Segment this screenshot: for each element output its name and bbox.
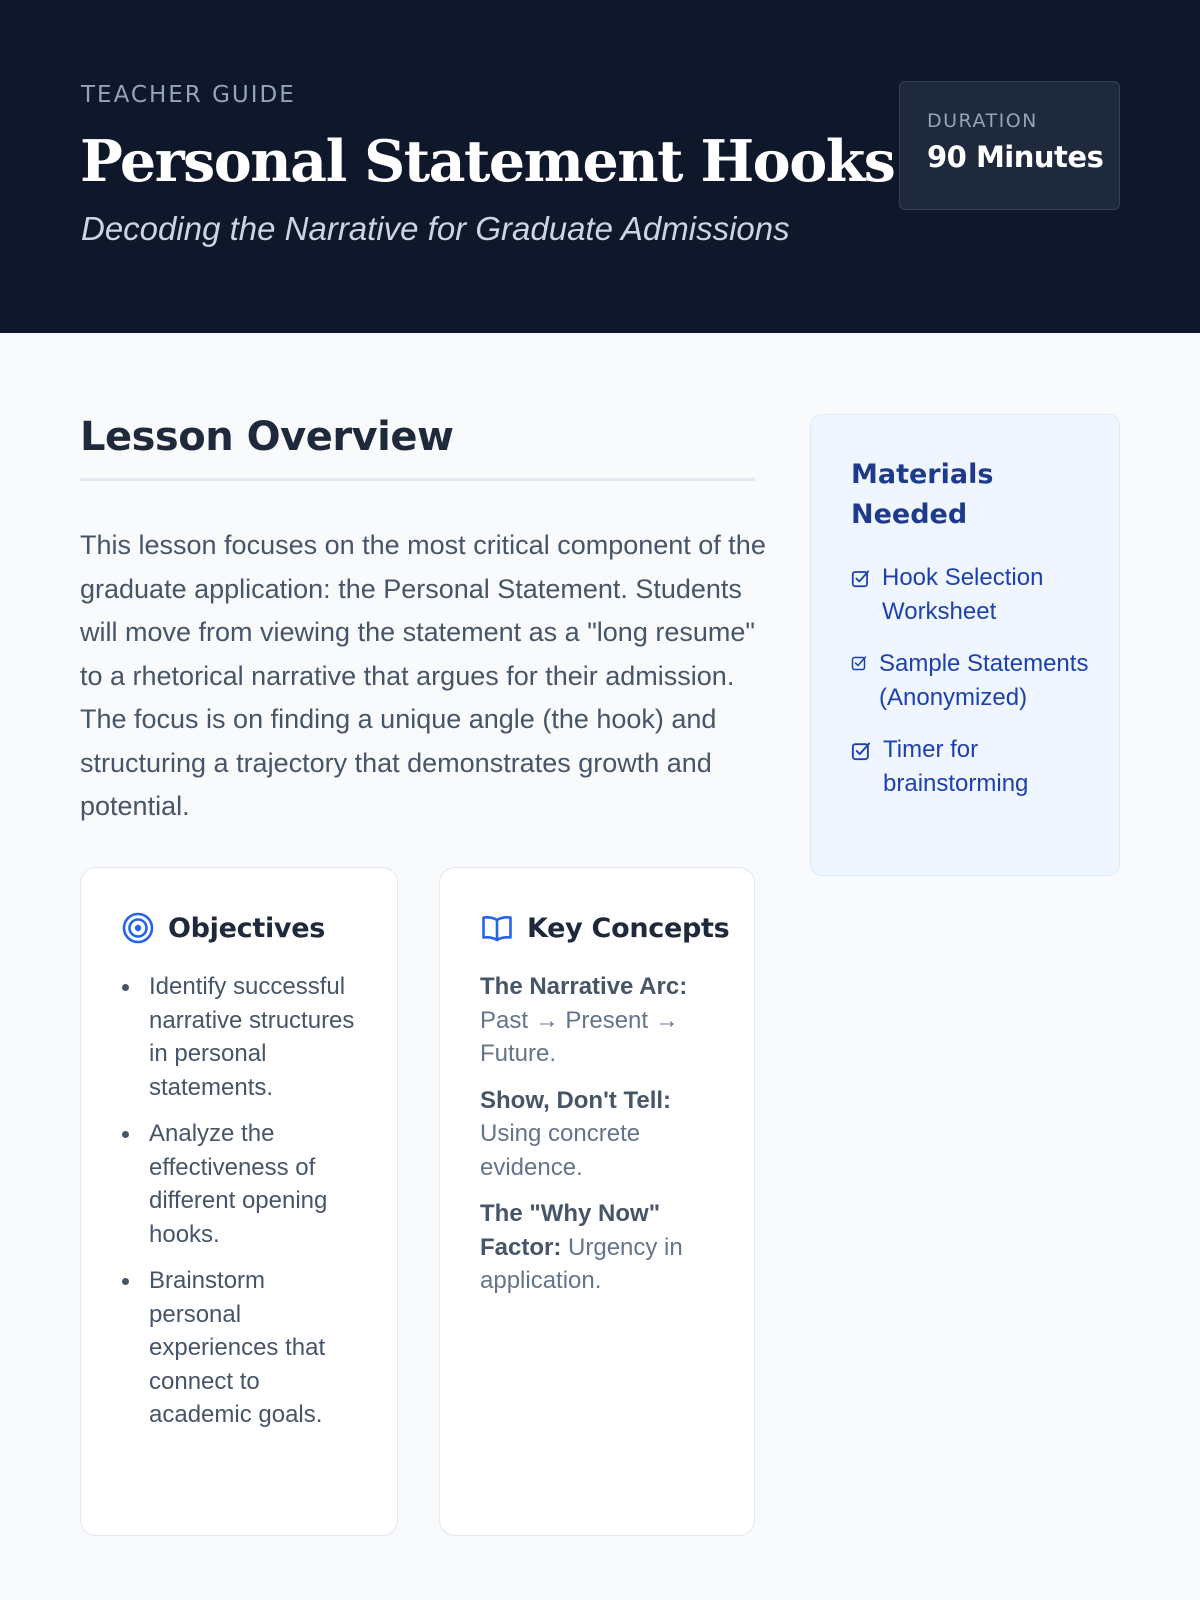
objectives-title: Objectives bbox=[168, 912, 325, 944]
objective-item: Brainstorm personal experiences that connect to academic goals. bbox=[121, 1264, 361, 1432]
lesson-overview-text: This lesson focuses on the most critical component of the graduate application: the Personal Statement. Students will move from viewing the statement as a "long resume" to a rhetorical narrative that argues for their admission. The focus is on finding a unique angle (the hook) and structuring a trajectory that demonstrates growth and potential. bbox=[80, 530, 766, 821]
checkbox-icon bbox=[851, 741, 871, 761]
checkbox-icon bbox=[851, 655, 867, 671]
key-concepts-card bbox=[439, 867, 755, 1536]
material-item bbox=[851, 733, 1091, 800]
concept-description: Using concrete evidence. bbox=[480, 1120, 641, 1181]
objective-item: Identify successful narrative structures in personal statements. bbox=[121, 970, 361, 1104]
objectives-list bbox=[121, 970, 361, 1445]
material-label: Sample Statements (Anonymized) bbox=[879, 650, 1089, 711]
materials-list bbox=[851, 561, 1091, 819]
material-item bbox=[851, 647, 1091, 714]
material-label: Hook Selection Worksheet bbox=[882, 564, 1044, 625]
duration-label: DURATION bbox=[927, 110, 1038, 132]
objectives-card bbox=[80, 867, 398, 1536]
objective-item: Analyze the effectiveness of different opening hooks. bbox=[121, 1117, 361, 1251]
material-item bbox=[851, 561, 1091, 628]
guide-type-label: TEACHER GUIDE bbox=[81, 82, 296, 108]
concept-description: Urgency in application. bbox=[480, 1233, 683, 1294]
materials-panel bbox=[810, 414, 1120, 876]
duration-value: 90 Minutes bbox=[927, 140, 1104, 174]
page-header bbox=[0, 0, 1200, 333]
materials-title: Materials Needed bbox=[851, 459, 994, 530]
key-concepts-list bbox=[480, 970, 730, 1311]
duration-badge bbox=[899, 81, 1120, 210]
key-concepts-header bbox=[481, 912, 729, 944]
book-open-icon bbox=[481, 912, 513, 944]
lesson-overview-heading: Lesson Overview bbox=[80, 414, 454, 460]
checkbox-icon bbox=[851, 569, 870, 588]
concept-term: The "Why Now" Factor: bbox=[480, 1200, 661, 1261]
page-title: Personal Statement Hooks bbox=[80, 128, 895, 195]
section-divider bbox=[80, 478, 755, 481]
page-subtitle: Decoding the Narrative for Graduate Admissions bbox=[81, 210, 790, 247]
concept-term: The Narrative Arc: bbox=[480, 973, 688, 1000]
concept-term: Show, Don't Tell: bbox=[480, 1086, 672, 1114]
concept-item bbox=[480, 1197, 730, 1298]
target-icon bbox=[122, 912, 154, 944]
concept-item bbox=[480, 970, 730, 1071]
material-label: Timer for brainstorming bbox=[883, 736, 1029, 797]
concept-description: Past → Present → Future. bbox=[480, 1006, 679, 1067]
objectives-header bbox=[122, 912, 325, 944]
concept-item bbox=[480, 1084, 730, 1185]
key-concepts-title: Key Concepts bbox=[527, 912, 730, 944]
